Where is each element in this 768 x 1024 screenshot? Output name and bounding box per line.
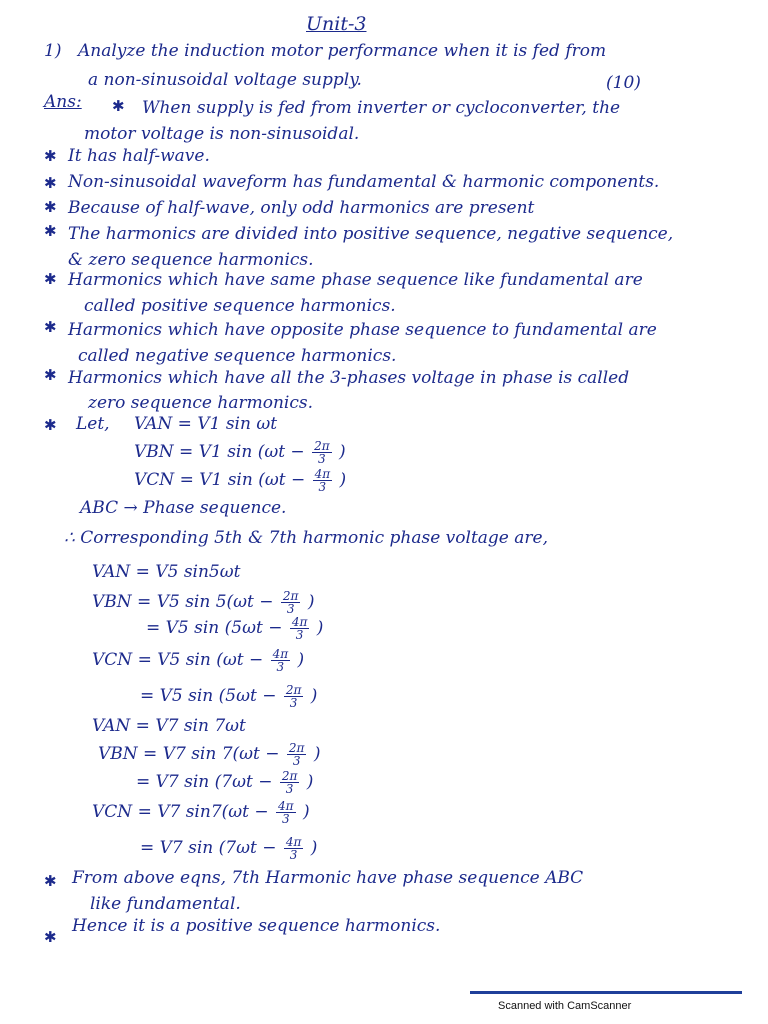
equation-v5-bn: VBN = V5 sin 5(ωt − $\frac{2\pi}{3}$ ) xyxy=(92,589,315,616)
equation-vcn: VCN = V1 sin (ωt − $\frac{4\pi}{3}$ ) xyxy=(134,467,347,494)
question-marks: (10) xyxy=(606,73,641,93)
equation-v5-cn: VCN = V5 sin (ωt − $\frac{4\pi}{3}$ ) xyxy=(92,647,305,674)
equation-v7-bn: VBN = V7 sin 7(ωt − $\frac{2\pi}{3}$ ) xyxy=(98,741,321,768)
bullet-star-icon: ✱ xyxy=(44,872,57,890)
answer-line: & zero sequence harmonics. xyxy=(68,250,314,270)
answer-line: motor voltage is non-sinusoidal. xyxy=(84,124,360,144)
answer-line: Harmonics which have opposite phase sequence to fundamental are xyxy=(68,320,657,340)
answer-line: Non-sinusoidal waveform has fundamental & harmonic components. xyxy=(68,172,660,192)
answer-label: Ans: xyxy=(44,92,82,112)
scanner-watermark: Scanned with CamScanner xyxy=(498,1000,632,1012)
let-label: Let, xyxy=(76,414,110,434)
bullet-star-icon: ✱ xyxy=(44,174,57,192)
bullet-star-icon: ✱ xyxy=(44,222,57,240)
question-line-2: a non-sinusoidal voltage supply. xyxy=(88,70,362,90)
unit-heading: Unit-3 xyxy=(306,13,367,35)
bullet-star-icon: ✱ xyxy=(112,97,125,115)
equation-v5-an: VAN = V5 sin5ωt xyxy=(92,562,241,582)
bullet-star-icon: ✱ xyxy=(44,318,57,336)
equation-v7-cn-simplified: = V7 sin (7ωt − $\frac{4\pi}{3}$ ) xyxy=(140,835,318,862)
answer-line: It has half-wave. xyxy=(68,146,210,166)
answer-line: When supply is fed from inverter or cycloconverter, the xyxy=(142,98,621,118)
phase-sequence-note: ABC → Phase sequence. xyxy=(80,498,287,518)
answer-line: called positive sequence harmonics. xyxy=(84,296,396,316)
equation-v7-bn-simplified: = V7 sin (7ωt − $\frac{2\pi}{3}$ ) xyxy=(136,769,314,796)
answer-line: The harmonics are divided into positive sequence, negative sequence, xyxy=(68,224,674,244)
answer-line: called negative sequence harmonics. xyxy=(78,346,397,366)
conclusion-line: From above eqns, 7th Harmonic have phase sequence ABC xyxy=(72,868,584,888)
equation-v5-cn-simplified: = V5 sin (5ωt − $\frac{2\pi}{3}$ ) xyxy=(140,683,318,710)
corresponding-harmonics: ∴ Corresponding 5th & 7th harmonic phase voltage are, xyxy=(64,528,549,548)
answer-line: zero sequence harmonics. xyxy=(88,393,313,413)
bullet-star-icon: ✱ xyxy=(44,416,57,434)
equation-v7-cn: VCN = V7 sin7(ωt − $\frac{4\pi}{3}$ ) xyxy=(92,799,310,826)
equation-van: VAN = V1 sin ωt xyxy=(134,414,278,434)
answer-line: Because of half-wave, only odd harmonics are present xyxy=(68,198,535,218)
question-line-1: Analyze the induction motor performance when it is fed from xyxy=(78,41,607,61)
bullet-star-icon: ✱ xyxy=(44,147,57,165)
equation-v7-an: VAN = V7 sin 7ωt xyxy=(92,716,246,736)
question-number: 1) xyxy=(44,41,62,61)
answer-line: Harmonics which have same phase sequence like fundamental are xyxy=(68,270,643,290)
bullet-star-icon: ✱ xyxy=(44,366,57,384)
conclusion-line: like fundamental. xyxy=(90,894,241,914)
equation-v5-bn-simplified: = V5 sin (5ωt − $\frac{4\pi}{3}$ ) xyxy=(146,615,324,642)
equation-vbn: VBN = V1 sin (ωt − $\frac{2\pi}{3}$ ) xyxy=(134,439,346,466)
conclusion-line: Hence it is a positive sequence harmonics. xyxy=(72,916,441,936)
bullet-star-icon: ✱ xyxy=(44,198,57,216)
scanner-footer-bar xyxy=(470,991,742,994)
bullet-star-icon: ✱ xyxy=(44,270,57,288)
bullet-star-icon: ✱ xyxy=(44,928,57,946)
answer-line: Harmonics which have all the 3-phases voltage in phase is called xyxy=(68,368,630,388)
